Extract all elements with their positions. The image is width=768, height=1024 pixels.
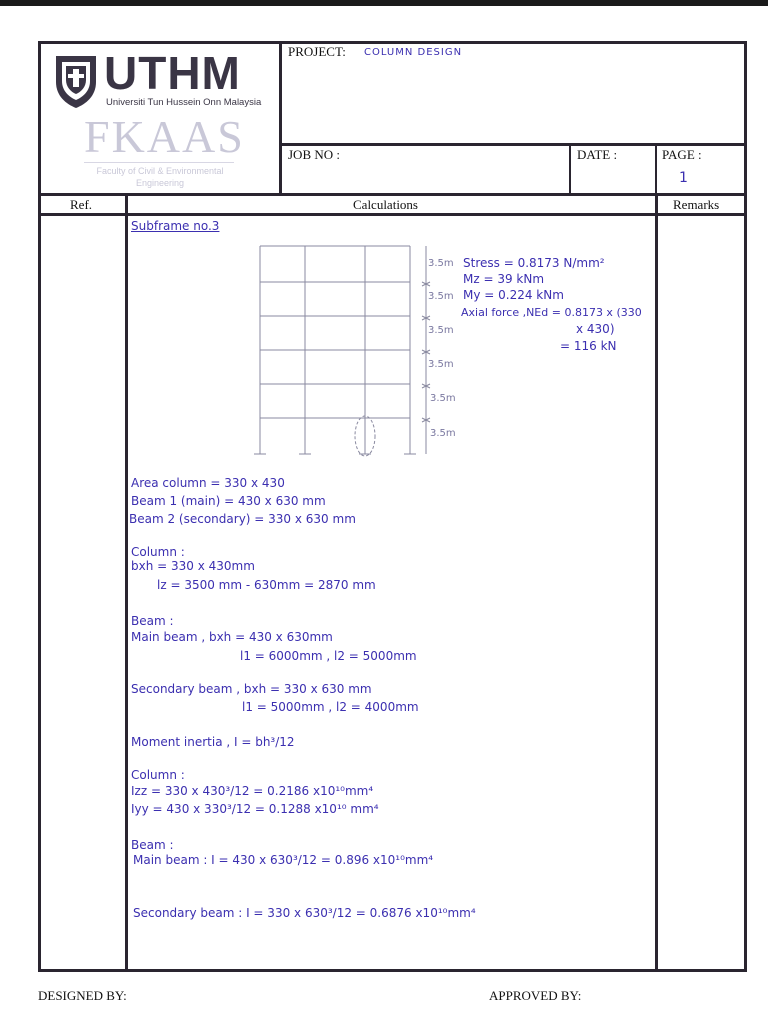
logo-wordmark: UTHM bbox=[104, 47, 241, 99]
calc-line: Beam : bbox=[131, 614, 174, 628]
job-no-label: JOB NO : bbox=[288, 147, 341, 162]
calc-line: Moment inertia , I = bh³/12 bbox=[131, 735, 295, 749]
calc-line: l1 = 5000mm , l2 = 4000mm bbox=[242, 700, 419, 714]
project-value: COLUMN DESIGN bbox=[364, 47, 463, 58]
storey-height-1: 3.5m bbox=[428, 258, 454, 269]
calc-line: Iyy = 430 x 330³/12 = 0.1288 x10¹⁰ mm⁴ bbox=[131, 802, 379, 816]
date-label: DATE : bbox=[577, 147, 618, 162]
page-label: PAGE : bbox=[662, 147, 702, 162]
faculty-line-1: Faculty of Civil & Environmental bbox=[96, 166, 224, 176]
calc-line: Beam 2 (secondary) = 330 x 630 mm bbox=[129, 512, 356, 526]
scan-top-edge bbox=[0, 0, 768, 6]
note-mz: Mz = 39 kNm bbox=[463, 272, 545, 286]
designed-by-label: DESIGNED BY: bbox=[38, 988, 127, 1003]
calc-line: Column : bbox=[131, 768, 185, 782]
page-number: 1 bbox=[679, 170, 688, 186]
storey-height-6: 3.5m bbox=[430, 428, 456, 439]
calc-line: lz = 3500 mm - 630mm = 2870 mm bbox=[157, 578, 376, 592]
faculty-line-2: Engineering bbox=[135, 178, 185, 188]
ref-column-header: Ref. bbox=[70, 197, 93, 212]
calc-line: Secondary beam , bxh = 330 x 630 mm bbox=[131, 682, 372, 696]
note-axial-force-cont: x 430) bbox=[576, 322, 615, 336]
university-name: Universiti Tun Hussein Onn Malaysia bbox=[106, 97, 262, 108]
calc-line: l1 = 6000mm , l2 = 5000mm bbox=[240, 649, 417, 663]
faculty-abbreviation: FKAAS bbox=[84, 111, 245, 162]
uthm-crest-icon bbox=[52, 52, 100, 110]
storey-height-3: 3.5m bbox=[428, 325, 454, 336]
calc-line: Column : bbox=[131, 545, 185, 559]
note-axial-force-result: = 116 kN bbox=[560, 339, 617, 353]
calc-line: Area column = 330 x 430 bbox=[131, 476, 285, 490]
calc-line: bxh = 330 x 430mm bbox=[131, 559, 255, 573]
calc-line: Main beam : I = 430 x 630³/12 = 0.896 x10¹⁰mm⁴ bbox=[133, 853, 434, 867]
frame-elevation-sketch bbox=[250, 240, 440, 462]
storey-height-5: 3.5m bbox=[430, 393, 456, 404]
storey-height-4: 3.5m bbox=[428, 359, 454, 370]
calc-line: Beam 1 (main) = 430 x 630 mm bbox=[131, 494, 326, 508]
project-label: PROJECT: bbox=[288, 44, 346, 59]
subframe-title: Subframe no.3 bbox=[131, 219, 220, 233]
note-stress: Stress = 0.8173 N/mm² bbox=[463, 256, 605, 270]
calc-line: Secondary beam : I = 330 x 630³/12 = 0.6876 x10¹⁰mm⁴ bbox=[133, 906, 476, 920]
note-my: My = 0.224 kNm bbox=[463, 288, 564, 302]
calc-line: Izz = 330 x 430³/12 = 0.2186 x10¹⁰mm⁴ bbox=[131, 784, 374, 798]
remarks-column-header: Remarks bbox=[673, 197, 720, 212]
note-axial-force: Axial force ,NEd = 0.8173 x (330 bbox=[461, 306, 642, 319]
storey-height-2: 3.5m bbox=[428, 291, 454, 302]
calc-line: Beam : bbox=[131, 838, 174, 852]
calculations-column-header: Calculations bbox=[353, 197, 418, 212]
approved-by-label: APPROVED BY: bbox=[489, 988, 582, 1003]
calc-line: Main beam , bxh = 430 x 630mm bbox=[131, 630, 333, 644]
